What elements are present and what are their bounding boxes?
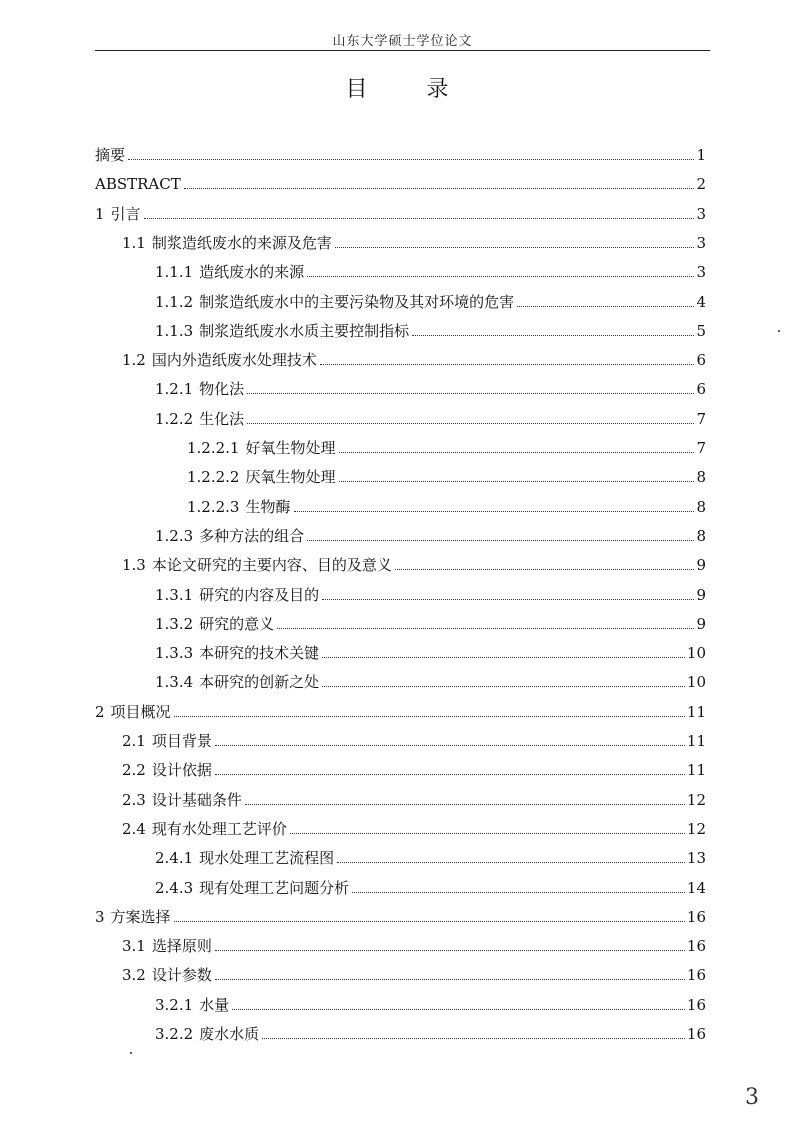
toc-entry[interactable] (155, 376, 706, 398)
toc-dot-leader (247, 423, 694, 424)
toc-entry[interactable] (122, 230, 706, 252)
toc-entry[interactable] (155, 523, 706, 545)
toc-entry-title: 方案选择 (110, 908, 171, 926)
toc-entry-number: 1.2.3 (155, 527, 194, 545)
toc-entry[interactable] (155, 875, 706, 897)
toc-entry-title: 厌氧生物处理 (245, 468, 336, 486)
toc-entry[interactable] (155, 259, 706, 281)
toc-entry-number: 1.3.4 (155, 673, 194, 691)
toc-entry-number: 1.1 (122, 234, 146, 252)
toc-entry-number: 1.2 (122, 351, 146, 369)
toc-dot-leader (277, 628, 694, 629)
toc-entry-number: 2.4.3 (155, 879, 194, 897)
toc-entry-page: 16 (686, 908, 706, 926)
toc-entry-page: 13 (686, 849, 706, 867)
toc-entry-page: 10 (686, 673, 706, 691)
toc-entry-title: 多种方法的组合 (199, 527, 305, 545)
toc-entry-page: 16 (686, 937, 706, 955)
toc-entry[interactable] (155, 289, 706, 311)
toc-dot-leader (290, 833, 685, 834)
toc-entry-number: 3 (95, 908, 105, 926)
toc-entry-number: 1.3.3 (155, 644, 194, 662)
toc-entry-title: 本研究的创新之处 (199, 673, 320, 691)
toc-entry[interactable] (122, 816, 706, 838)
toc-entry-title: 废水水质 (199, 1025, 260, 1043)
toc-entry-number: 1.2.2.3 (187, 498, 240, 516)
toc-entry-page: 6 (696, 351, 706, 369)
toc-entry-number: 1.2.1 (155, 380, 194, 398)
toc-entry-number: 1.2.2 (155, 410, 194, 428)
handwritten-page-mark: 3 (745, 1085, 759, 1110)
toc-entry-title: 制浆造纸废水的来源及危害 (151, 234, 332, 252)
toc-entry[interactable] (95, 142, 706, 164)
toc-entry[interactable] (155, 669, 706, 691)
toc-dot-leader (307, 540, 694, 541)
toc-entry-number: 1.3.1 (155, 586, 194, 604)
toc-entry-number: 1.2.2.1 (187, 439, 240, 457)
toc-entry[interactable] (95, 904, 706, 926)
toc-entry[interactable] (155, 318, 706, 340)
toc-entry-number: 1.1.3 (155, 322, 194, 340)
toc-dot-leader (215, 950, 685, 951)
toc-entry-page: 9 (696, 586, 706, 604)
toc-entry-number: 1.3 (122, 556, 146, 574)
toc-entry-number: 3.2 (122, 966, 146, 984)
toc-entry-page: 4 (696, 293, 706, 311)
toc-entry-title: 选择原则 (151, 937, 212, 955)
toc-dot-leader (215, 979, 685, 980)
toc-dot-leader (339, 452, 695, 453)
toc-entry-page: 1 (696, 146, 706, 164)
toc-entry-title: 制浆造纸废水中的主要污染物及其对环境的危害 (199, 293, 515, 311)
toc-entry[interactable] (122, 552, 706, 574)
toc-entry[interactable] (155, 611, 706, 633)
toc-dot-leader (128, 159, 694, 160)
toc-dot-leader (322, 686, 685, 687)
toc-entry-page: 3 (696, 234, 706, 252)
toc-dot-leader (322, 599, 694, 600)
toc-entry-number: 3.2.2 (155, 1025, 194, 1043)
toc-dot-leader (144, 218, 694, 219)
toc-entry-number: 1 (95, 205, 105, 223)
toc-entry[interactable] (122, 347, 706, 369)
toc-entry[interactable] (187, 464, 706, 486)
toc-entry-page: 14 (686, 879, 706, 897)
toc-entry[interactable] (95, 699, 706, 721)
toc-entry-number: 1.1.1 (155, 263, 194, 281)
toc-entry-number: 2.4.1 (155, 849, 194, 867)
toc-entry[interactable] (95, 171, 706, 193)
toc-entry-number: 2 (95, 703, 105, 721)
toc-entry-number: 1.3.2 (155, 615, 194, 633)
toc-entry[interactable] (122, 933, 706, 955)
toc-entry-title: 国内外造纸废水处理技术 (151, 351, 317, 369)
toc-dot-leader (335, 247, 694, 248)
toc-dot-leader (262, 1038, 685, 1039)
toc-entry-page: 11 (686, 732, 706, 750)
toc-entry-title: 生物酶 (245, 498, 291, 516)
toc-entry-page: 11 (686, 703, 706, 721)
toc-entry-page: 16 (686, 966, 706, 984)
toc-dot-leader (395, 569, 694, 570)
toc-dot-leader (184, 188, 694, 189)
toc-entry[interactable] (155, 845, 706, 867)
toc-entry-title: 生化法 (199, 410, 245, 428)
scan-speck (778, 330, 780, 332)
toc-entry-number: 1.2.2.2 (187, 468, 240, 486)
toc-dot-leader (232, 1009, 685, 1010)
toc-dot-leader (174, 921, 685, 922)
toc-entry-page: 16 (686, 1025, 706, 1043)
toc-dot-leader (320, 364, 694, 365)
toc-entry-title: 本研究的技术关键 (199, 644, 320, 662)
toc-dot-leader (517, 306, 694, 307)
toc-dot-leader (245, 804, 685, 805)
toc-entry[interactable] (155, 406, 706, 428)
toc-entry-title: 好氧生物处理 (245, 439, 336, 457)
toc-entry-page: 11 (686, 761, 706, 779)
toc-entry-page: 5 (696, 322, 706, 340)
toc-entry-page: 12 (686, 791, 706, 809)
toc-entry-title: 现水处理工艺流程图 (199, 849, 335, 867)
toc-entry-page: 3 (696, 263, 706, 281)
toc-dot-leader (337, 862, 685, 863)
toc-entry-page: 8 (696, 527, 706, 545)
toc-entry-title: 引言 (110, 205, 141, 223)
toc-entry-number: 2.2 (122, 761, 146, 779)
header-rule (95, 50, 710, 51)
toc-entry-page: 6 (696, 380, 706, 398)
page-title: 目 录 (345, 77, 475, 102)
toc-entry-number: 2.1 (122, 732, 146, 750)
toc-entry[interactable] (187, 435, 706, 457)
toc-entry[interactable] (95, 201, 706, 223)
toc-dot-leader (215, 745, 685, 746)
toc-entry[interactable] (155, 1021, 706, 1043)
scan-speck (130, 1052, 132, 1054)
toc-entry-title: 制浆造纸废水水质主要控制指标 (199, 322, 410, 340)
toc-entry-page: 9 (696, 615, 706, 633)
toc-entry[interactable] (155, 640, 706, 662)
toc-entry-title: 本论文研究的主要内容、目的及意义 (151, 556, 392, 574)
toc-entry-title: 项目概况 (110, 703, 171, 721)
toc-entry-page: 12 (686, 820, 706, 838)
toc-entry-number: 1.1.2 (155, 293, 194, 311)
toc-entry-page: 3 (696, 205, 706, 223)
toc-entry-title: 设计基础条件 (151, 791, 242, 809)
toc-entry-number: 3.2.1 (155, 996, 194, 1014)
toc-entry[interactable] (122, 728, 706, 750)
toc-entry-page: 16 (686, 996, 706, 1014)
toc-entry-title: 现有水处理工艺评价 (151, 820, 287, 838)
toc-dot-leader (174, 716, 685, 717)
toc-entry[interactable] (122, 962, 706, 984)
toc-entry-title: 研究的内容及目的 (199, 586, 320, 604)
toc-entry-number: 3.1 (122, 937, 146, 955)
toc-entry-page: 7 (696, 410, 706, 428)
toc-entry-title: 造纸废水的来源 (199, 263, 305, 281)
toc-entry-page: 10 (686, 644, 706, 662)
toc-entry-page: 9 (696, 556, 706, 574)
toc-entry-title: 设计参数 (151, 966, 212, 984)
toc-entry[interactable] (155, 992, 706, 1014)
toc-entry-title: 现有处理工艺问题分析 (199, 879, 350, 897)
toc-entry-title: 物化法 (199, 380, 245, 398)
toc-entry-title: 摘要 (95, 146, 126, 164)
toc-entry[interactable] (155, 582, 706, 604)
toc-dot-leader (339, 481, 695, 482)
toc-entry-number: 2.3 (122, 791, 146, 809)
toc-entry-page: 2 (696, 175, 706, 193)
toc-entry-title: 研究的意义 (199, 615, 275, 633)
running-header: 山东大学硕士学位论文 (332, 34, 473, 49)
toc-entry-title: ABSTRACT (95, 175, 181, 193)
toc-entry-page: 8 (696, 498, 706, 516)
toc-entry[interactable] (122, 787, 706, 809)
toc-entry-title: 设计依据 (151, 761, 212, 779)
toc-dot-leader (247, 393, 694, 394)
toc-entry-page: 7 (696, 439, 706, 457)
toc-dot-leader (412, 335, 694, 336)
toc-entry-page: 8 (696, 468, 706, 486)
toc-dot-leader (294, 511, 695, 512)
toc-entry[interactable] (187, 494, 706, 516)
toc-entry-title: 水量 (199, 996, 230, 1014)
toc-entry-number: 2.4 (122, 820, 146, 838)
toc-dot-leader (352, 892, 685, 893)
toc-dot-leader (307, 276, 694, 277)
toc-dot-leader (215, 774, 685, 775)
toc-entry-title: 项目背景 (151, 732, 212, 750)
toc-dot-leader (322, 657, 685, 658)
toc-entry[interactable] (122, 757, 706, 779)
